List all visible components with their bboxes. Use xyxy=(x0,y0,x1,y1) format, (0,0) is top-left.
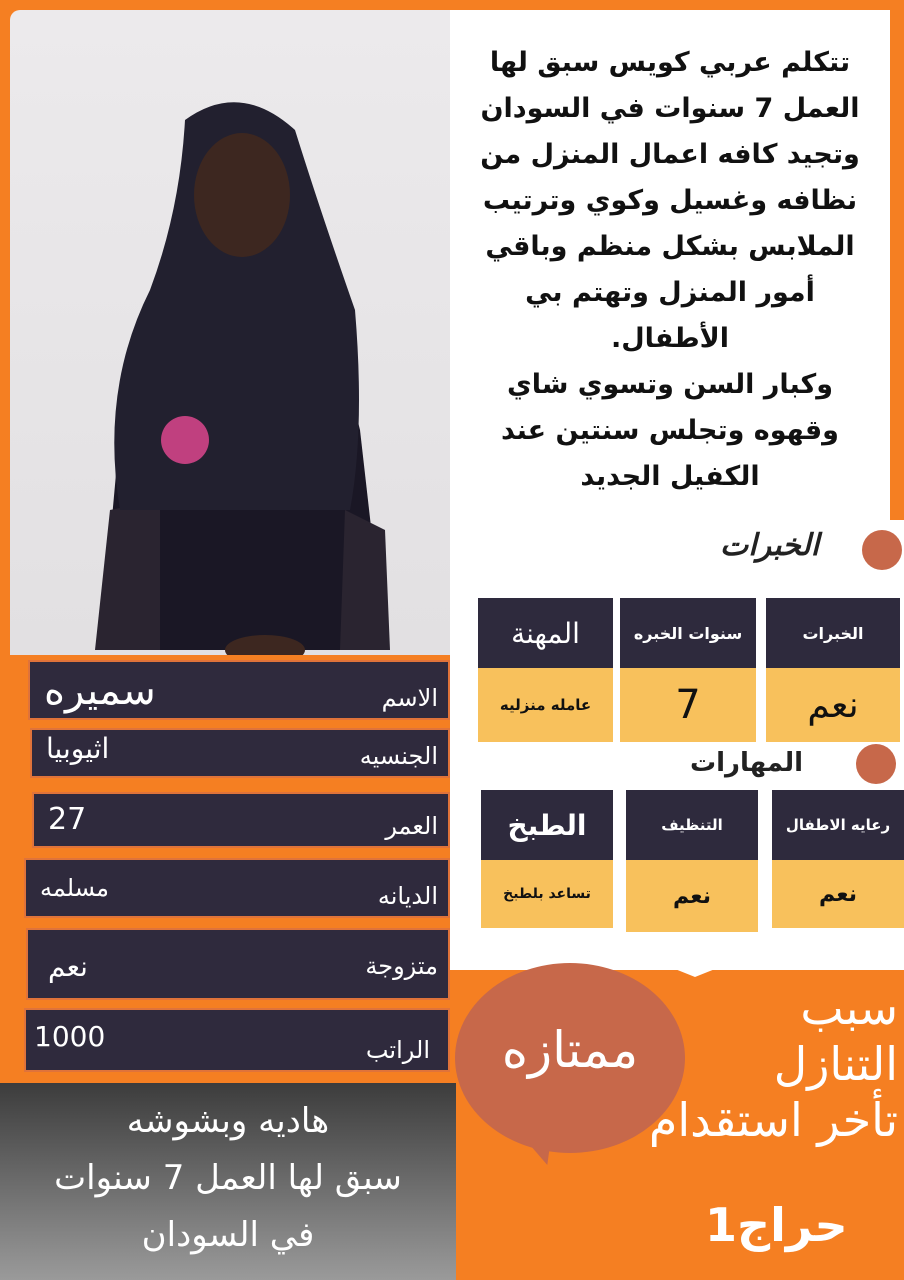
info-row-age xyxy=(32,792,450,848)
description-card xyxy=(450,10,890,520)
info-row-religion xyxy=(24,858,450,918)
experience-header-3: المهنة xyxy=(478,598,613,668)
experience-bullet-icon xyxy=(862,530,902,570)
skills-header-1: رعايه الاطفال xyxy=(772,790,904,860)
worker-figure xyxy=(10,10,450,655)
info-value: مسلمه xyxy=(40,874,109,902)
skills-value-3: تساعد بلطبخ xyxy=(481,860,613,928)
info-value: سميره xyxy=(44,668,156,714)
info-row-married xyxy=(26,928,450,1000)
info-row-name xyxy=(28,660,450,720)
info-row-nationality xyxy=(30,728,450,778)
info-label: متزوجة xyxy=(365,952,438,980)
experience-value-3: عامله منزليه xyxy=(478,668,613,742)
bottom-note-text: هاديه وبشوشه سبق لها العمل 7 سنوات في السودان xyxy=(54,1101,402,1255)
skills-header-2: التنظيف xyxy=(626,790,758,860)
info-value: نعم xyxy=(48,950,88,983)
info-label: الراتب xyxy=(365,1036,430,1064)
info-value: 1000 xyxy=(34,1020,106,1053)
worker-photo xyxy=(10,10,450,655)
info-label: العمر xyxy=(385,812,438,840)
skills-bullet-icon xyxy=(856,744,896,784)
info-label: الديانه xyxy=(377,882,438,910)
info-label: الاسم xyxy=(381,684,438,712)
panel-pointer xyxy=(640,955,750,977)
info-label: الجنسيه xyxy=(359,742,438,770)
skills-header-3: الطبخ xyxy=(481,790,613,860)
skills-title: المهارات xyxy=(690,748,804,778)
experience-value-2: 7 xyxy=(620,668,756,742)
experience-title: الخبرات xyxy=(720,528,820,563)
info-value: اثيوبيا xyxy=(46,732,110,765)
bottom-note-box xyxy=(0,1083,456,1280)
info-value: 27 xyxy=(48,802,87,837)
rating-text: ممتازه xyxy=(501,1021,639,1079)
info-row-salary xyxy=(24,1008,450,1072)
experience-value-1: نعم xyxy=(766,668,900,742)
experience-header-1: الخبرات xyxy=(766,598,900,668)
skills-value-2: نعم xyxy=(626,860,758,932)
haraj-label: حراج1 xyxy=(705,1198,848,1252)
experience-header-2: سنوات الخبره xyxy=(620,598,756,668)
reason-text: سبب التنازل تأخر استقدام xyxy=(648,981,898,1147)
description-text: تتكلم عربي كويس سبق لها العمل 7 سنوات في السودان وتجيد كافه اعمال المنزل من نظافه وغسيل وكوي وترتيب الملابس بشكل منظم وباقي أمور المنزل وتهتم بي الأطفال. وكبار السن وتسوي شاي وقهوه وتجلس سنتين عند الكفيل الجديد xyxy=(480,47,860,492)
skills-value-1: نعم xyxy=(772,860,904,928)
